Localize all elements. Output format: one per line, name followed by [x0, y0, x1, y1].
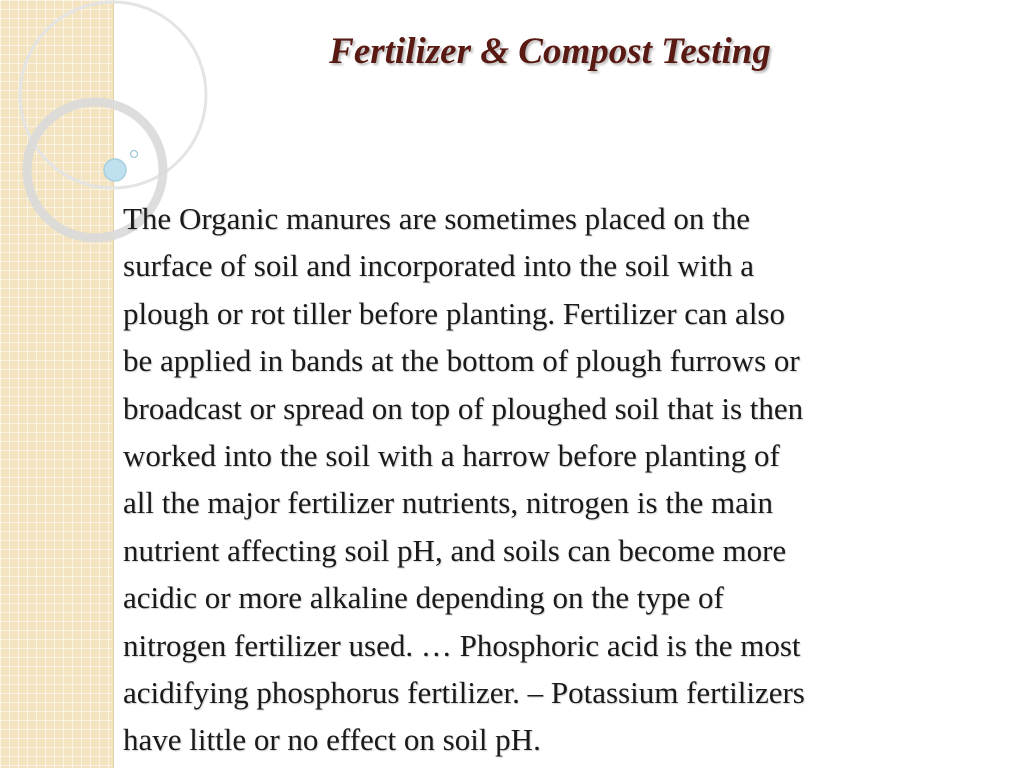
slide-title: Fertilizer & Compost Testing: [329, 31, 771, 72]
body-line: acidifying phosphorus fertilizer. – Potassium fertilizers: [123, 675, 805, 711]
accent-dot-large: [104, 159, 126, 181]
body-line: plough or rot tiller before planting. Fertilizer can also: [123, 295, 785, 331]
body-line: be applied in bands at the bottom of plough furrows or: [123, 343, 800, 379]
body-line: acidic or more alkaline depending on the type of: [123, 580, 724, 616]
body-line: surface of soil and incorporated into the soil with a: [123, 248, 755, 284]
body-line: all the major fertilizer nutrients, nitrogen is the main: [123, 485, 773, 521]
body-line: have little or no effect on soil pH.: [123, 722, 541, 758]
body-paragraph: [123, 195, 1003, 764]
body-line: broadcast or spread on top of ploughed soil that is then: [123, 390, 804, 426]
body-line: nitrogen fertilizer used. … Phosphoric acid is the most: [123, 627, 801, 663]
accent-dot-small: [131, 151, 138, 158]
body-line: The Organic manures are sometimes placed on the: [123, 201, 750, 236]
body-line: worked into the soil with a harrow before planting of: [123, 438, 780, 474]
body-line: nutrient affecting soil pH, and soils can become more: [123, 532, 787, 568]
